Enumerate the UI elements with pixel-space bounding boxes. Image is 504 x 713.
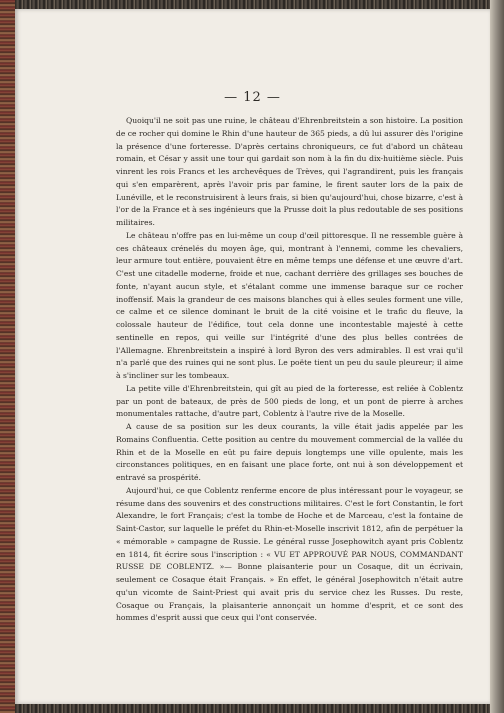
book-page — [15, 9, 490, 704]
bottom-page-edge — [15, 704, 504, 713]
paragraph-3: La petite ville d'Ehrenbreitstein, qui gît au pied de la forteresse, est reliée à Coblentz par un pont de bateaux, de près de 500 pieds de long, et un pont de pierre à arches monumentales rattache, d'autre part, Coblentz à l'autre rive de la Moselle. — [116, 383, 463, 419]
paragraph-5: Aujourd'hui, ce que Coblentz renferme encore de plus intéressant pour le voyageur, se résume dans des souvenirs et des constructions militaires. C'est le fort Constantin, le fort Alexandre, le fort Français; c'est la tombe de Hoche et de Marceau, c'est la fontaine de Saint-Castor, sur laquelle le préfet du Rhin-et-Moselle inscrivit 1812, afin de perpétuer la « mémorable » campagne de Russie. Le général russe Josephowitch ayant pris Coblentz en 1814, fit écrire sous l'inscription : « VU ET APPROUVÉ PAR NOUS, COMMANDANT RUSSE DE COBLENTZ. »— Bonne plaisanterie pour un Cosaque, dit un écrivain, seulement ce Cosaque était Français. » En effet, le général Josephowitch n'était autre qu'un vicomte de Saint-Priest qui avait pris du service chez les Russes. Du reste, Cosaque ou Français, la plaisanterie annonçait un homme d'esprit, et ce sont des hommes d'esprit aussi que ceux qui l'ont conservée. — [116, 485, 463, 623]
top-page-edge — [15, 0, 504, 9]
page-number: — 12 — — [224, 90, 281, 105]
body-text — [116, 115, 463, 625]
paragraph-1: Quoiqu'il ne soit pas une ruine, le château d'Ehrenbreitstein a son histoire. La position de ce rocher qui domine le Rhin d'une hauteur de 365 pieds, a dû lui assurer dès l'origine la présence d'une forteresse. D'après certains chroniqueurs, ce fut d'abord un château romain, et César y assit une tour qui gardait son nom à la fin du dix-huitième siècle. Puis vinrent les rois Francs et les archevêques de Trèves, qui l'agrandirent, puis les français qui s'en emparèrent, après l'avoir pris par famine, le firent sauter lors de la paix de Lunéville, et le reconstruisirent à leurs frais, si bien qu'aujourd'hui, chose bizarre, c'est à l'or de la France et à ses ingénieurs que la Prusse doit la plus redoutable de ses positions militaires. — [116, 116, 463, 227]
book-binding-edge — [0, 0, 15, 713]
paragraph-2: Le château n'offre pas en lui-même un coup d'œil pittoresque. Il ne ressemble guère à ces châteaux crénelés du moyen âge, qui, montrant à l'ennemi, comme les chevaliers, leur armure tout entière, pouvaient être en même temps une défense et une œuvre d'art. C'est une citadelle moderne, froide et nue, cachant derrière des grillages ses bouches de fonte, n'ayant aucun style, et s'étalant comme une immense baraque sur ce rocher inoffensif. Mais la grandeur de ces maisons blanches qui à elles seules forment une ville, ce calme et ce silence dominant le bruit de la cité voisine et le trafic du fleuve, la colossale hauteur de l'édifice, tout cela donne une incontestable majesté à cette sentinelle en repos, qui veille sur l'intégrité d'une des plus belles contrées de l'Allemagne. Ehrenbreitstein a inspiré à lord Byron des vers admirables. Il est vrai qu'il n'a parlé que des ruines qui ne sont plus. Le poëte tient un peu du saule pleureur; il aime à s'incliner sur les tombeaux. — [116, 230, 463, 380]
right-page-stack — [490, 0, 504, 713]
paragraph-4: A cause de sa position sur les deux courants, la ville était jadis appelée par les Romains Confluentia. Cette position au centre du mouvement commercial de la vallée du Rhin et de la Moselle en eût pu faire depuis longtemps une ville opulente, mais les circonstances politiques, en en faisant une place forte, ont nui à son développement et entravé sa prospérité. — [116, 422, 463, 482]
